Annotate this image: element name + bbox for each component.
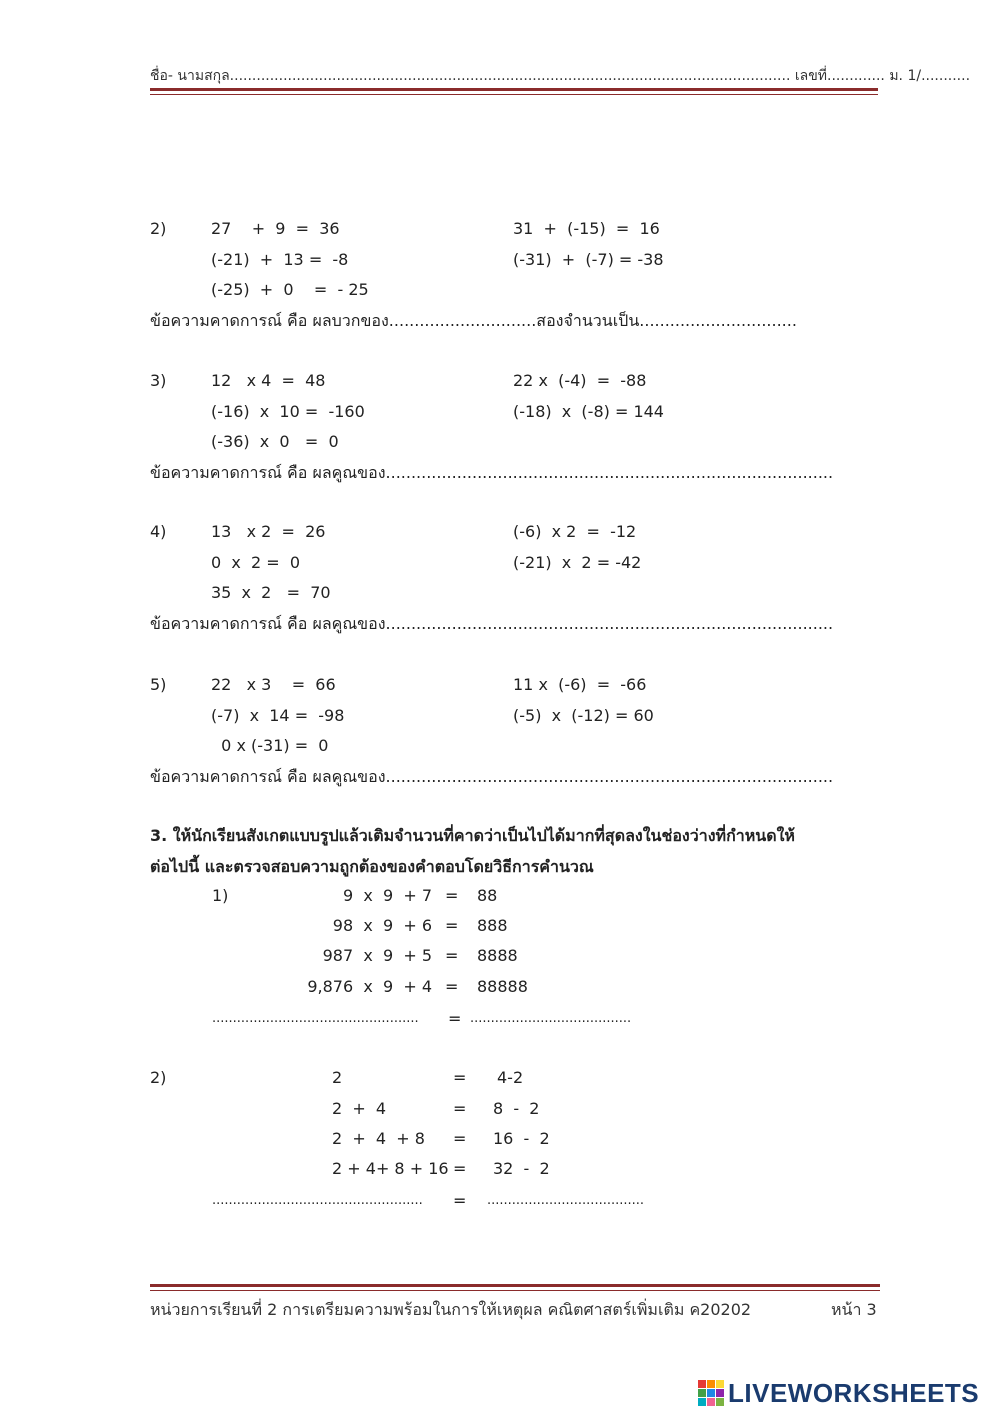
pattern2-answer-lhs-blank: ...................................................	[212, 1193, 423, 1208]
pattern2-number: 2)	[150, 1068, 167, 1087]
equals-sign: =	[453, 1099, 467, 1118]
equation-left: (-21) + 13 = -8	[211, 249, 349, 269]
problem-number: 4)	[150, 522, 167, 541]
equation-right: (-31) + (-7) = -38	[513, 249, 664, 269]
equation-right: (-21) x 2 = -42	[513, 552, 642, 572]
pattern2-rhs: 8 - 2	[493, 1099, 540, 1118]
equals-sign: =	[445, 886, 459, 905]
logo-tile	[698, 1398, 706, 1406]
pattern2-rhs: 32 - 2	[493, 1159, 550, 1178]
header-divider	[150, 88, 878, 91]
pattern1-lhs: 9 x 9 + 7	[342, 886, 432, 905]
footer-divider-thin	[150, 1290, 880, 1291]
equation-left: 35 x 2 = 70	[211, 583, 331, 602]
pattern1-answer-lhs-blank: ..................................................	[212, 1011, 419, 1026]
pattern1-lhs: 987 x 9 + 5	[322, 946, 432, 965]
equation-right: (-6) x 2 = -12	[513, 522, 637, 541]
equation-left: 22 x 3 = 66	[211, 675, 336, 694]
equation-left: (-36) x 0 = 0	[211, 432, 339, 451]
equation-right: 22 x (-4) = -88	[513, 371, 647, 390]
equals-sign: =	[453, 1068, 467, 1087]
brand-name: LIVEWORKSHEETS	[728, 1377, 980, 1408]
pattern1-lhs: 98 x 9 + 6	[332, 916, 432, 935]
student-info-line: ชื่อ- นามสกุล.............................................................................................................................. เลขที่............. ม. 1/...........	[150, 68, 971, 84]
pattern1-rhs: 88888	[477, 977, 528, 996]
equation-left: (-16) x 10 = -160	[211, 401, 365, 421]
conjecture-statement: ข้อความคาดการณ์ คือ ผลคูณของ........................................................................................	[150, 767, 834, 786]
equation-left: 13 x 2 = 26	[211, 522, 326, 541]
pattern2-rhs: 16 - 2	[493, 1129, 550, 1148]
equation-right: (-5) x (-12) = 60	[513, 705, 654, 725]
section3-title-line2: ต่อไปนี้ และตรวจสอบความถูกต้องของคำตอบโดยวิธีการคำนวณ	[150, 857, 594, 876]
pattern2-lhs: 2 + 4	[332, 1099, 387, 1118]
equation-left: (-25) + 0 = - 25	[211, 280, 369, 299]
pattern1-rhs: 88	[477, 886, 498, 905]
logo-tile	[707, 1389, 715, 1397]
equals-sign: =	[448, 1009, 462, 1028]
problem-number: 5)	[150, 675, 167, 694]
page-number: หน้า 3	[831, 1300, 877, 1319]
pattern2-lhs: 2 + 4+ 8 + 16	[332, 1159, 449, 1178]
equation-left: 27 + 9 = 36	[211, 219, 340, 238]
equation-right: 11 x (-6) = -66	[513, 675, 647, 694]
equation-right: (-18) x (-8) = 144	[513, 401, 664, 421]
pattern1-answer-rhs-blank: .......................................	[470, 1011, 632, 1026]
equals-sign: =	[445, 916, 459, 935]
equation-left: 12 x 4 = 48	[211, 371, 326, 390]
equals-sign: =	[445, 977, 459, 996]
problem-number: 2)	[150, 219, 167, 238]
equals-sign: =	[453, 1191, 467, 1210]
equals-sign: =	[453, 1129, 467, 1148]
problem-number: 3)	[150, 371, 167, 390]
logo-tile	[716, 1380, 724, 1388]
conjecture-statement: ข้อความคาดการณ์ คือ ผลคูณของ........................................................................................	[150, 463, 834, 482]
conjecture-statement: ข้อความคาดการณ์ คือ ผลคูณของ........................................................................................	[150, 614, 834, 633]
section3-title-line1: 3. ให้นักเรียนสังเกตแบบรูปแล้วเติมจำนวนที่คาดว่าเป็นไปได้มากที่สุดลงในช่องว่างที่กำหนดให้	[150, 826, 795, 845]
equation-left: (-7) x 14 = -98	[211, 705, 345, 725]
header-divider-thin	[150, 94, 878, 95]
logo-tile	[698, 1389, 706, 1397]
logo-tile	[698, 1380, 706, 1388]
logo-tile	[707, 1398, 715, 1406]
logo-tile	[716, 1389, 724, 1397]
equals-sign: =	[445, 946, 459, 965]
pattern1-rhs: 888	[477, 916, 508, 935]
logo-tile	[707, 1380, 715, 1388]
liveworksheets-logo[interactable]	[698, 1378, 979, 1408]
pattern1-number: 1)	[212, 886, 229, 905]
pattern2-lhs: 2 + 4 + 8	[332, 1129, 425, 1148]
equation-right: 31 + (-15) = 16	[513, 219, 660, 238]
pattern2-answer-rhs-blank: ......................................	[487, 1193, 645, 1208]
logo-tile	[716, 1398, 724, 1406]
equals-sign: =	[453, 1159, 467, 1178]
pattern1-lhs: 9,876 x 9 + 4	[307, 977, 432, 996]
pattern2-rhs: 4-2	[497, 1068, 524, 1087]
logo-grid-icon	[698, 1380, 724, 1406]
equation-left: 0 x 2 = 0	[211, 552, 301, 572]
footer-divider	[150, 1284, 880, 1287]
pattern1-rhs: 8888	[477, 946, 518, 965]
pattern2-lhs: 2	[332, 1068, 343, 1087]
unit-title: หน่วยการเรียนที่ 2 การเตรียมความพร้อมในการให้เหตุผล คณิตศาสตร์เพิ่มเติม ค20202	[150, 1300, 752, 1319]
equation-left: 0 x (-31) = 0	[211, 736, 329, 755]
conjecture-statement: ข้อความคาดการณ์ คือ ผลบวกของ.............................สองจำนวนเป็น...............................	[150, 311, 797, 330]
